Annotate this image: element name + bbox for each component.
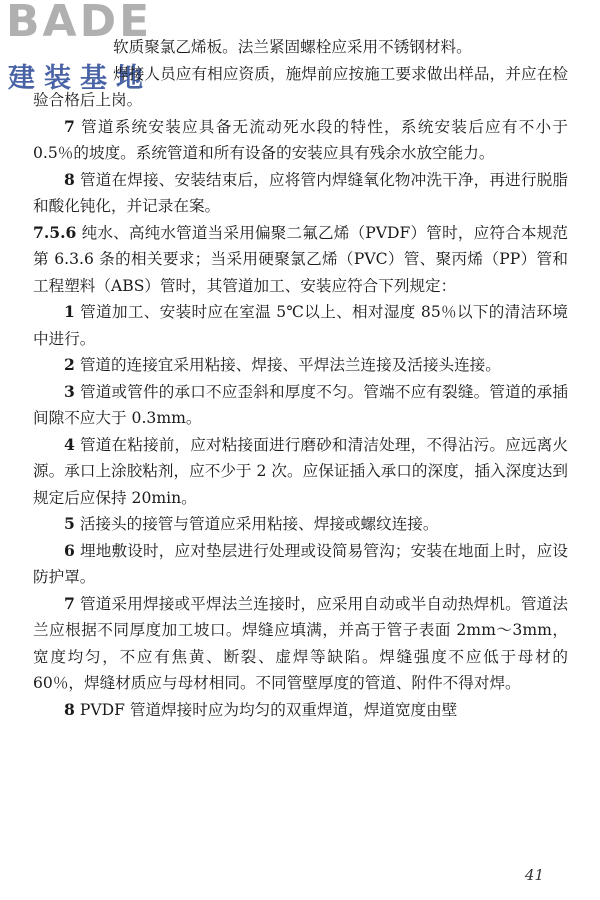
item-number: 3 [64, 381, 75, 401]
paragraph-item [33, 432, 568, 512]
paragraph-text: 活接头的接管与管道应采用粘接、焊接或螺纹连接。 [79, 515, 439, 533]
watermark-subtitle: 建装基地 [8, 63, 152, 94]
body-text [33, 34, 568, 723]
paragraph-text: PVDF 管道焊接时应为均匀的双重焊道，焊道宽度由壁 [79, 700, 458, 719]
paragraph-item [33, 591, 568, 697]
paragraph-item [33, 538, 568, 591]
paragraph-text: 纯水、高纯水管道当采用偏聚二氟乙烯（PVDF）管时，应符合本规范第 6.3.6 条的相关要求；当采用硬聚氯乙烯（PVC）管、聚丙烯（PP）管和工程塑料（ABS）管时，其管道加工、安装应符合下列规定： [33, 223, 569, 295]
paragraph-item [33, 511, 568, 538]
paragraph-item [33, 352, 568, 379]
paragraph-text: 管道的连接宜采用粘接、焊接、平焊法兰连接及活接头连接。 [79, 356, 501, 374]
clause-number: 7.5.6 [33, 222, 77, 242]
section-clause [33, 220, 568, 300]
paragraph-text: 埋地敷设时，应对垫层进行处理或设简易管沟；安装在地面上时，应设防护罩。 [33, 541, 568, 586]
item-number: 2 [64, 355, 75, 374]
paragraph-text: 管道在焊接、安装结束后，应将管内焊缝氧化物冲洗干净，再进行脱脂和酸化钝化，并记录在案。 [33, 170, 568, 215]
item-number: 1 [64, 302, 75, 321]
watermark-brand: BADE [6, 0, 153, 47]
paragraph-item [33, 379, 568, 432]
paragraph-item [33, 299, 568, 352]
paragraph-text: 管道采用焊接或平焊法兰连接时，应采用自动或半自动热焊机。管道法兰应根据不同厚度加工坡口。焊缝应填满，并高于管子表面 2mm～3mm，宽度均匀，不应有焦黄、断裂、虚焊等缺陷。焊缝强度不应低于母材的 60％，焊缝材质应与母材相同。不同管壁厚度的管道、附件不得对焊。 [33, 594, 568, 692]
paragraph-text: 软质聚氯乙烯板。法兰紧固螺栓应采用不锈钢材料。 [113, 38, 472, 56]
page-number: 41 [524, 866, 544, 884]
item-number: 5 [64, 514, 75, 533]
item-number: 4 [64, 434, 75, 454]
item-number: 7 [64, 593, 75, 613]
paragraph-continued [33, 34, 568, 61]
paragraph-text: 焊接人员应有相应资质，施焊前应按施工要求做出样品，并应在检验合格后上岗。 [33, 64, 568, 109]
item-number: 8 [64, 699, 75, 719]
paragraph-item [33, 167, 568, 220]
item-number: 7 [64, 116, 75, 136]
paragraph-text: 管道在粘接前，应对粘接面进行磨砂和清洁处理，不得沾污。应远离火源。承口上涂胶粘剂，应不少于 2 次。应保证插入承口的深度，插入深度达到规定后应保持 20min。 [33, 435, 568, 507]
paragraph-text: 管道系统安装应具备无流动死水段的特性，系统安装后应有不小于0.5％的坡度。系统管道和所有设备的安装应具有残余水放空能力。 [33, 117, 568, 162]
item-number: 8 [64, 169, 75, 189]
paragraph-item [33, 697, 568, 724]
paragraph-text: 管道或管件的承口不应歪斜和厚度不匀。管端不应有裂缝。管道的承插间隙不应大于 0.3mm。 [33, 382, 568, 427]
paragraph-item [33, 114, 568, 167]
paragraph-item-6-continued [33, 61, 568, 114]
paragraph-text: 管道加工、安装时应在室温 5℃以上、相对湿度 85％以下的清洁环境中进行。 [33, 303, 568, 348]
item-number: 6 [64, 540, 75, 560]
